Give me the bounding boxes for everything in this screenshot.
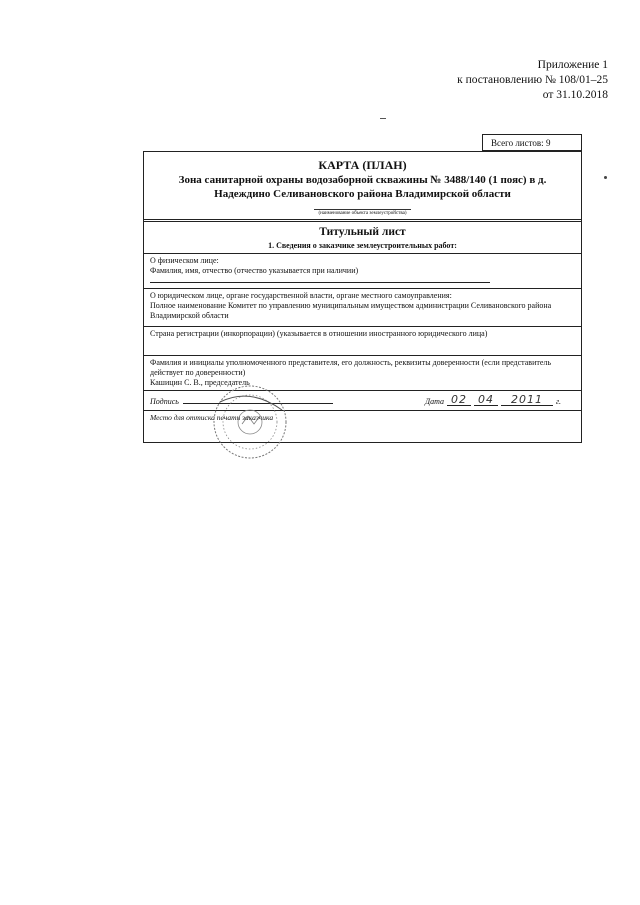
person-section: [144, 254, 581, 288]
object-caption: (наименование объекта землеустройства): [314, 209, 410, 217]
person-label: О физическом лице:: [150, 256, 219, 265]
person-fio-label: Фамилия, имя, отчество (отчество указывается при наличии): [150, 266, 359, 275]
person-fill-line: [150, 276, 490, 283]
appendix-line-3: от 31.10.2018: [542, 89, 608, 101]
registration-label: Страна регистрации (инкорпорации) (указывается в отношении иностранного юридического лица): [150, 329, 488, 338]
date-day: 02: [447, 395, 471, 406]
representative-value: Кашицин С. В., председатель: [150, 378, 250, 387]
stamp-place-label: Место для оттиска печати заказчика: [150, 413, 274, 422]
scan-mark: [380, 118, 386, 119]
date-month: 04: [474, 395, 498, 406]
sheets-value: 9: [545, 138, 551, 148]
signature-label: Подпись: [150, 397, 179, 406]
sheets-count-box: [482, 134, 582, 151]
title-sheet-heading: Титульный лист: [319, 226, 406, 238]
appendix-line-2: к постановлению № 108/01–25: [457, 74, 608, 86]
map-title: КАРТА (ПЛАН): [318, 158, 407, 172]
map-title-block: [144, 152, 581, 219]
appendix-line-1: Приложение 1: [537, 59, 608, 71]
seal-stamp: [210, 382, 290, 462]
entity-full-name: Полное наименование Комитет по управлению муниципальным имуществом администрации Селивановского района Владимирской области: [150, 301, 552, 320]
date-year-suffix: г.: [555, 397, 561, 406]
appendix-note: [457, 58, 608, 103]
entity-section: [144, 289, 581, 326]
object-name: Зона санитарной охраны водозаборной скважины № 3488/140 (1 пояс) в д. Надеждино Селивановского района Владимирской области: [178, 174, 547, 200]
date-label: Дата: [425, 397, 444, 406]
scan-dot: [604, 176, 607, 179]
customer-section-title: 1. Сведения о заказчике землеустроительных работ:: [268, 241, 457, 250]
representative-label: Фамилия и инициалы уполномоченного представителя, его должность, реквизиты доверенности (если представитель действует по доверенности): [150, 358, 552, 377]
sheets-label: Всего листов:: [491, 138, 544, 148]
date-year: 2011: [501, 395, 553, 406]
registration-section: [144, 327, 581, 355]
entity-label: О юридическом лице, органе государственной власти, органе местного самоуправления:: [150, 291, 452, 300]
map-form: [143, 151, 582, 443]
date-block: [425, 395, 561, 406]
